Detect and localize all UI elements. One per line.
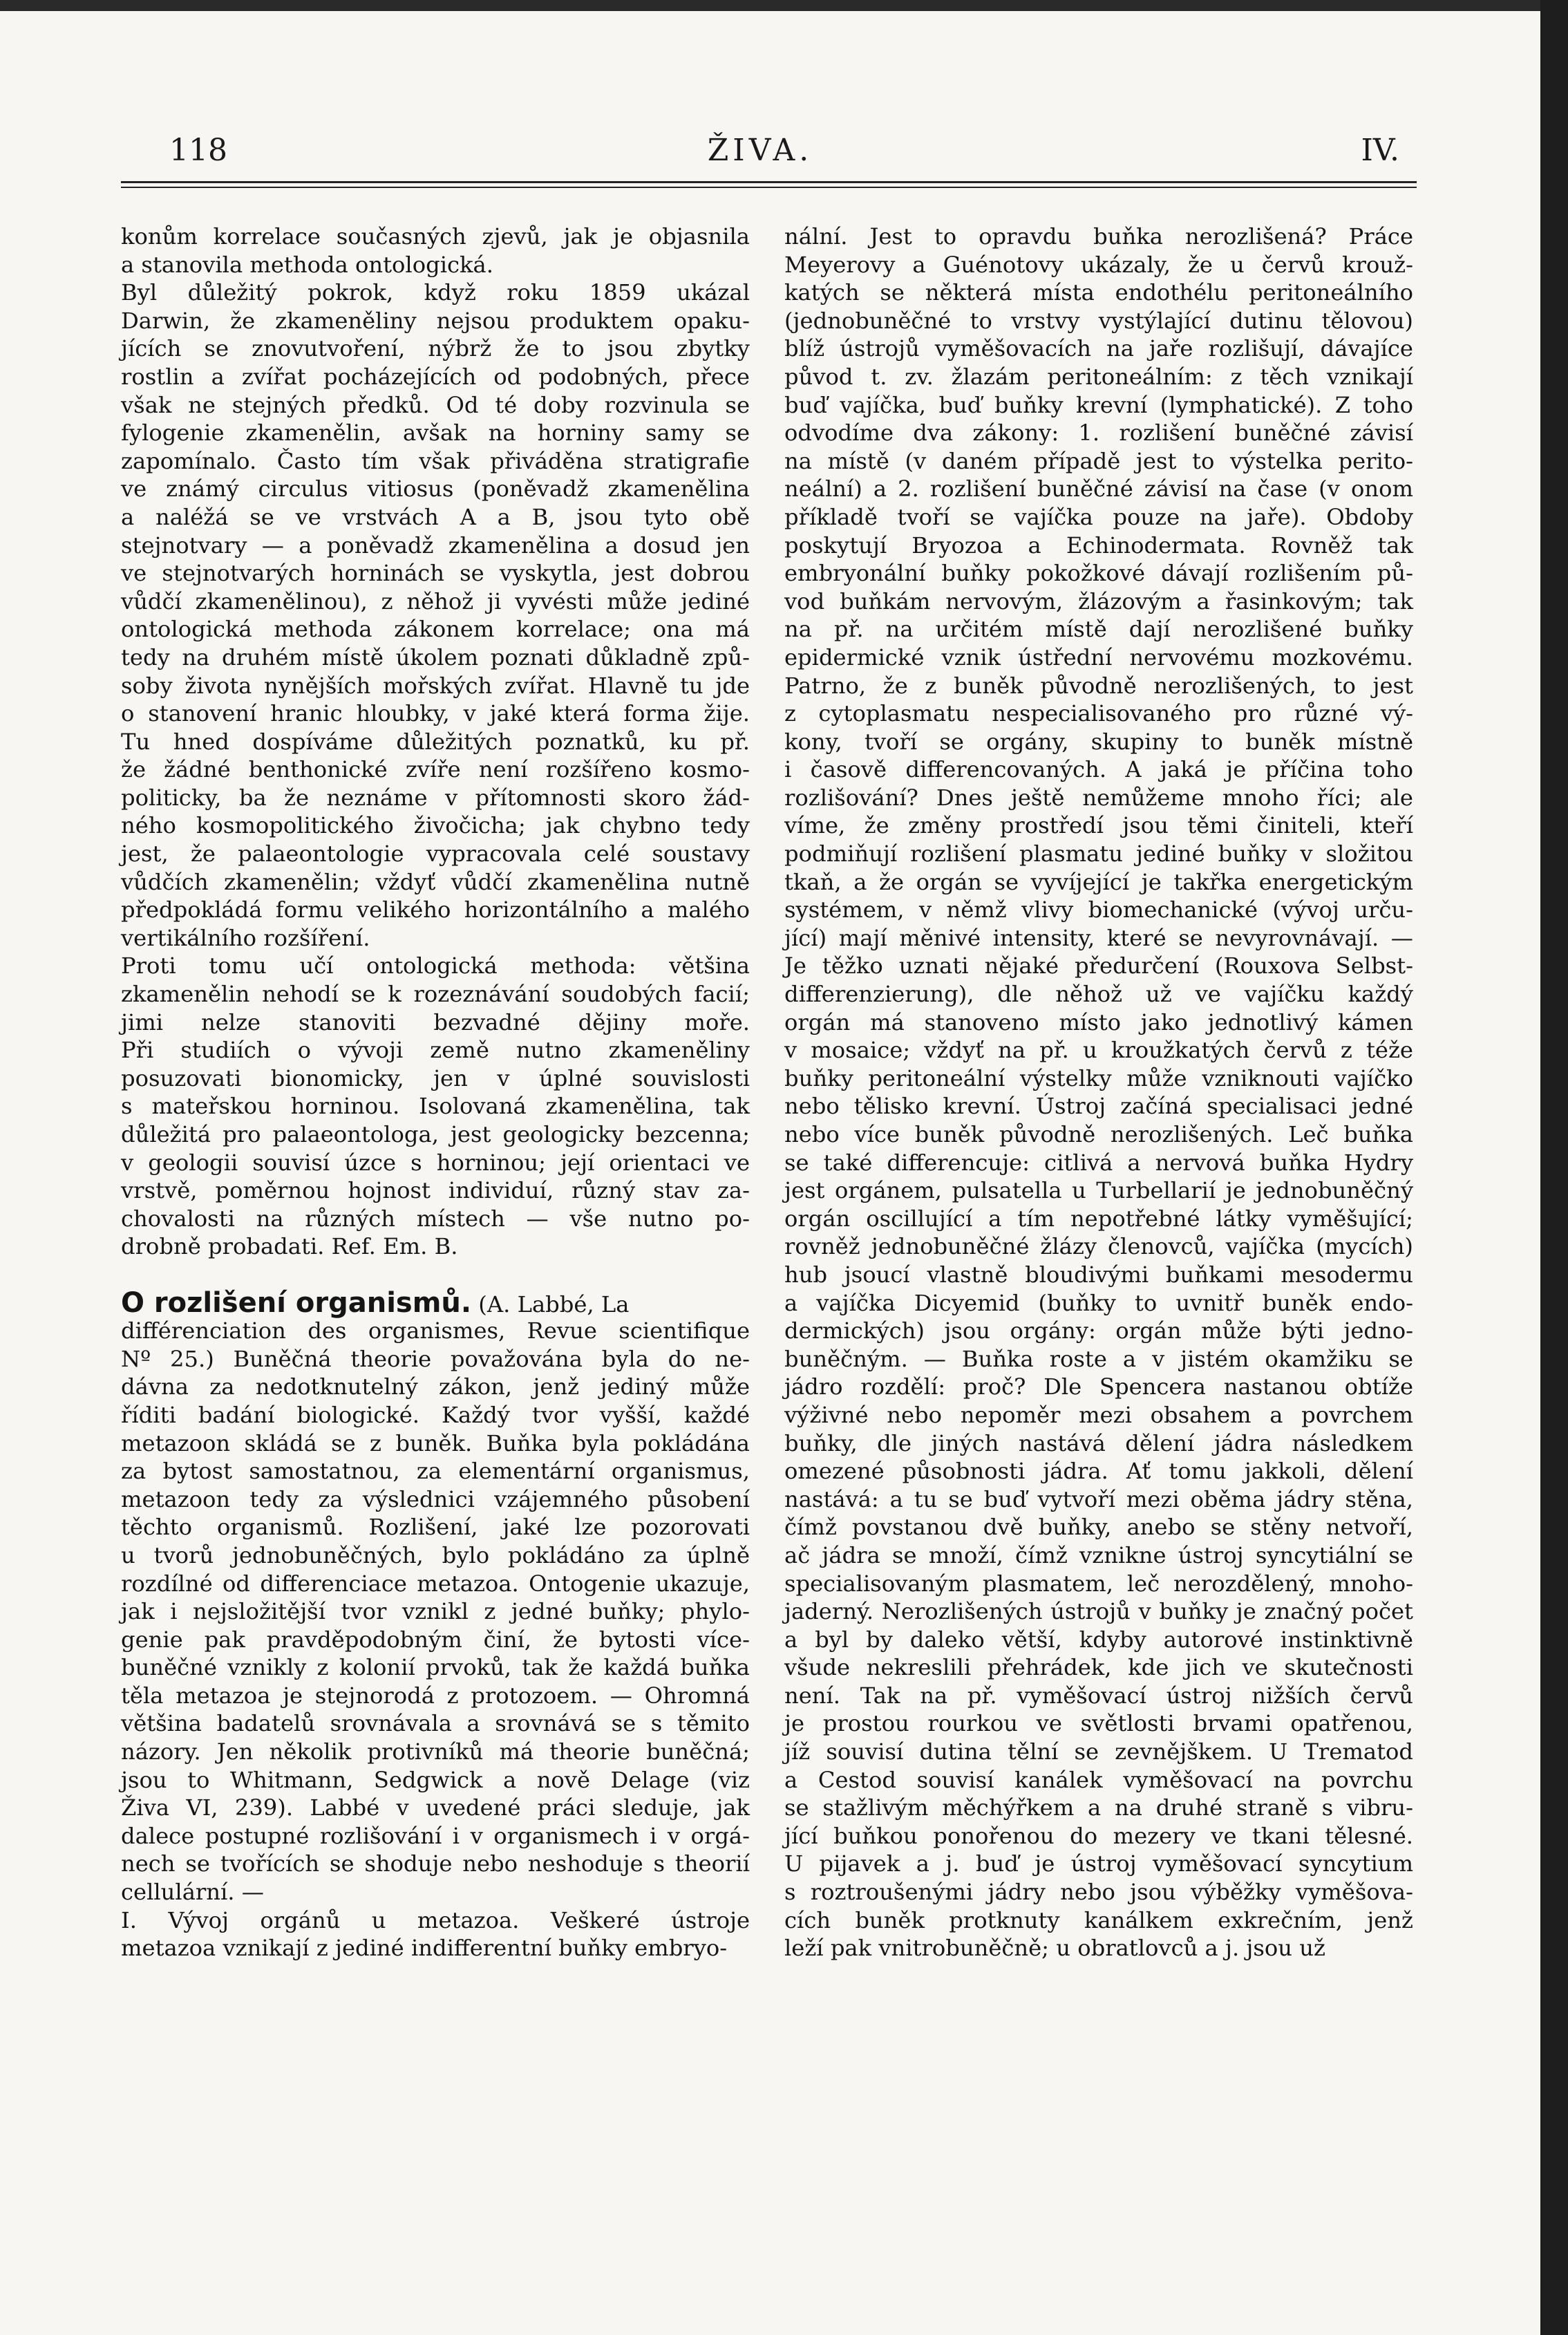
text-line: těchto organismů. Rozlišení, jaké lze pozorovati	[121, 1514, 750, 1541]
text-line: a stanovila methoda ontologická.	[121, 251, 493, 278]
text-line: o stanovení hranic hloubky, v jaké která forma žije.	[121, 700, 750, 727]
text-line: podmiňují rozlišení plasmatu jediné buňky v složitou	[784, 841, 1413, 868]
text-line: fylogenie zkamenělin, avšak na horniny samy se	[121, 420, 750, 447]
scan-edge-right	[1540, 0, 1568, 2335]
text-line: u tvorů jednobuněčných, bylo pokládáno za úplně	[121, 1541, 750, 1568]
text-line: embryonální buňky pokožkové dávají rozlišením pů-	[784, 560, 1413, 587]
text-line: jádro rozdělí: proč? Dle Spencera nastanou obtíže	[784, 1373, 1413, 1400]
text-line: a naléžá se ve vrstvách A a B, jsou tyto obě	[121, 503, 750, 530]
text-line: buňky, dle jiných nastává dělení jádra následkem	[784, 1429, 1413, 1456]
text-line: i časově differencovaných. A jaká je příčina toho	[784, 756, 1413, 783]
text-line: tedy na druhém místě úkolem poznati důkladně způ-	[121, 644, 750, 671]
text-line: na př. na určitém místě dají nerozlišené buňky	[784, 616, 1413, 643]
text-line: říditi badání biologické. Každý tvor vyšší, každé	[121, 1401, 750, 1428]
text-line: hub jsoucí vlastně bloudivými buňkami mesodermu	[784, 1261, 1413, 1288]
text-line: zkamenělin nehodí se k rozeznávání soudobých facií;	[121, 981, 750, 1008]
text-line: jících se znovutvoření, nýbrž že to jsou zbytky	[121, 335, 750, 362]
text-line: blíž ústrojů vyměšovacích na jaře rozlišují, dávajíce	[784, 335, 1413, 362]
header-rule	[121, 181, 1417, 183]
text-line: Živa VI, 239). Labbé v uvedené práci sleduje, jak	[121, 1794, 750, 1821]
text-line: se také differencuje: citlivá a nervová buňka Hydry	[784, 1149, 1413, 1176]
text-line: všude nekreslili přehrádek, kde jich ve skutečnosti	[784, 1654, 1413, 1681]
text-line: metazoon skládá se z buněk. Buňka byla pokládána	[121, 1429, 750, 1456]
right-column	[784, 223, 1413, 1962]
text-line: neální) a 2. rozlišení buněčné závisí na čase (v onom	[784, 476, 1413, 503]
text-line: systémem, v němž vlivy biomechanické (vývoj urču-	[784, 897, 1413, 923]
text-line: rostlin a zvířat pocházejících od podobných, přece	[121, 363, 750, 390]
text-line: původ t. zv. žlazám peritoneálním: z těch vznikají	[784, 363, 1413, 390]
text-line: buňky peritoneální výstelky může vzniknouti vajíčko	[784, 1065, 1413, 1091]
text-line: Proti tomu učí ontologická methoda: většina	[121, 953, 750, 979]
text-line: ve známý circulus vitiosus (poněvadž zkamenělina	[121, 476, 750, 503]
left-column	[121, 223, 750, 1962]
text-line: soby života nynějších mořských zvířat. Hlavně tu jde	[121, 672, 750, 699]
text-line: dalece postupné rozlišování i v organismech i v orgá-	[121, 1822, 750, 1849]
text-line: metazoa vznikají z jediné indifferentní buňky embryo-	[121, 1935, 728, 1962]
text-line: nální. Jest to opravdu buňka nerozlišená? Práce	[784, 223, 1413, 250]
text-line: Patrno, že z buněk původně nerozlišených, to jest	[784, 672, 1413, 699]
text-line: konům korrelace současných zjevů, jak je objasnila	[121, 223, 750, 250]
text-line: buněčným. — Buňka roste a v jistém okamžiku se	[784, 1345, 1413, 1372]
text-line: ného kosmopolitického živočicha; jak chybno tedy	[121, 812, 750, 839]
text-line: ve stejnotvarých horninách se vyskytla, jest dobrou	[121, 560, 750, 587]
text-line: ontologická methoda zákonem korrelace; ona má	[121, 616, 750, 643]
page-number: 118	[169, 133, 227, 168]
text-line: genie pak pravděpodobným činí, že bytosti více-	[121, 1626, 750, 1653]
text-line: Meyerovy a Guénotovy ukázaly, že u červů krouž-	[784, 251, 1413, 278]
text-line: différenciation des organismes, Revue scientifique	[121, 1317, 750, 1344]
text-line: Tu hned dospíváme důležitých poznatků, ku př.	[121, 728, 750, 755]
text-line: s mateřskou horninou. Isolovaná zkamenělina, tak	[121, 1093, 750, 1120]
text-line: nebo tělisko krevní. Ústroj začíná specialisaci jedné	[784, 1093, 1413, 1120]
text-line: drobně probadati. Ref. Em. B.	[121, 1233, 458, 1260]
text-line: odvodíme dva zákony: 1. rozlišení buněčné závisí	[784, 420, 1413, 447]
text-line: Při studiích o vývoji země nutno zkameněliny	[121, 1037, 750, 1064]
header-rule-thin	[121, 187, 1417, 188]
text-line: stejnotvary — a poněvadž zkamenělina a dosud jen	[121, 532, 750, 559]
page-header	[121, 133, 1399, 174]
text-line: Je těžko uznati nějaké předurčení (Rouxova Selbst-	[784, 953, 1413, 979]
text-line: v mosaice; vždyť na př. u kroužkatých červů z téže	[784, 1037, 1413, 1064]
text-line: jimi nelze stanoviti bezvadné dějiny moře.	[121, 1009, 750, 1035]
text-line: metazoon tedy za výslednici vzájemného působení	[121, 1485, 750, 1512]
text-line: buď vajíčka, buď buňky krevní (lymphatické). Z toho	[784, 391, 1413, 418]
volume-number: IV.	[1361, 133, 1399, 168]
text-line: cellulární. —	[121, 1879, 264, 1906]
text-line: důležitá pro palaeontologa, jest geologicky bezcenna;	[121, 1121, 750, 1147]
journal-title: ŽIVA.	[707, 133, 813, 168]
text-line: rovněž jednobuněčné žlázy členovců, vajíčka (mycích)	[784, 1233, 1413, 1260]
text-line: nastává: a tu se buď vytvoří mezi oběma jádry stěna,	[784, 1485, 1413, 1512]
text-line: omezené působnosti jádra. Ať tomu jakkoli, dělení	[784, 1458, 1413, 1485]
text-line: víme, že změny prostředí jsou těmi činiteli, kteří	[784, 812, 1413, 839]
text-line: leží pak vnitrobuněčně; u obratlovců a j. jsou už	[784, 1935, 1325, 1962]
text-line: však ne stejných předků. Od té doby rozvinula se	[121, 391, 750, 418]
text-line: rozlišování? Dnes ještě nemůžeme mnoho říci; ale	[784, 784, 1413, 811]
text-line: těla metazoa je stejnorodá z protozoem. — Ohromná	[121, 1682, 750, 1709]
text-line: Byl důležitý pokrok, když roku 1859 ukázal	[121, 279, 750, 306]
text-line: vertikálního rozšíření.	[121, 924, 370, 951]
text-line: ač jádra se množí, čímž vznikne ústroj syncytiální se	[784, 1541, 1413, 1568]
text-line: O rozlišení organismů. (A. Labbé, La	[121, 1286, 630, 1319]
text-line: buněčné vznikly z kolonií prvoků, tak že každá buňka	[121, 1654, 750, 1681]
text-line: výživné nebo nepoměr mezi obsahem a povrchem	[784, 1401, 1413, 1428]
text-line: je prostou rourkou ve světlosti brvami opatřenou,	[784, 1710, 1413, 1737]
text-line: jaderný. Nerozlišených ústrojů v buňky je značný počet	[784, 1598, 1413, 1625]
text-line: orgán oscillující a tím nepotřebné látky vyměšující;	[784, 1205, 1413, 1232]
text-line: katých se některá místa endothélu peritoneálního	[784, 279, 1413, 306]
text-line: I. Vývoj orgánů u metazoa. Veškeré ústroje	[121, 1906, 750, 1933]
text-line: vůdčí zkamenělinou), z něhož ji vyvésti může jediné	[121, 588, 750, 615]
text-line: (jednobuněčné to vrstvy vystýlající dutinu tělovou)	[784, 307, 1413, 334]
text-line: nech se tvořících se shoduje nebo neshoduje s theorií	[121, 1850, 750, 1877]
text-line: v geologii souvisí úzce s horninou; její orientaci ve	[121, 1149, 750, 1176]
scan-edge-top	[0, 0, 1568, 11]
text-line: jest, že palaeontologie vypracovala celé soustavy	[121, 841, 750, 868]
text-line: předpokládá formu velikého horizontálního a malého	[121, 897, 750, 923]
text-line: differenzierung), dle něhož už ve vajíčku každý	[784, 981, 1413, 1008]
text-line: chovalosti na různých místech — vše nutno po-	[121, 1205, 750, 1232]
text-line: a Cestod souvisí kanálek vyměšovací na povrchu	[784, 1766, 1413, 1793]
text-line: zapomínalo. Často tím však přiváděna stratigrafie	[121, 447, 750, 474]
text-line: se stažlivým měchýřkem a na druhé straně s vibru-	[784, 1794, 1413, 1821]
text-line: nebo více buněk původně nerozlišených. Leč buňka	[784, 1121, 1413, 1147]
text-line: tkaň, a že orgán se vyvíjející je takřka energetickým	[784, 868, 1413, 895]
text-line: poskytují Bryozoa a Echinodermata. Rovněž tak	[784, 532, 1413, 559]
text-line: politicky, ba že neznáme v přítomnosti skoro žád-	[121, 784, 750, 811]
text-line: čímž povstanou dvě buňky, anebo se stěny netvoří,	[784, 1514, 1413, 1541]
section-title: O rozlišení organismů.	[121, 1286, 472, 1319]
text-line: a byl by daleko větší, kdyby autorové instinktivně	[784, 1626, 1413, 1653]
text-line: Darwin, že zkameněliny nejsou produktem opaku-	[121, 307, 750, 334]
text-line: z cytoplasmatu nespecialisovaného pro různé vý-	[784, 700, 1413, 727]
text-line: na místě (v daném případě jest to výstelka perito-	[784, 447, 1413, 474]
text-line: orgán má stanoveno místo jako jednotlivý kámen	[784, 1009, 1413, 1035]
text-line: posuzovati bionomicky, jen v úplné souvislosti	[121, 1065, 750, 1091]
text-line: epidermické vznik ústřední nervovému mozkovému.	[784, 644, 1413, 671]
text-line: specialisovaným plasmatem, leč nerozdělený, mnoho-	[784, 1570, 1413, 1597]
text-line: že žádné benthonické zvíře není rozšířeno kosmo-	[121, 756, 750, 783]
text-line: vod buňkám nervovým, žlázovým a řasinkovým; tak	[784, 588, 1413, 615]
text-line: za bytost samostatnou, za elementární organismus,	[121, 1458, 750, 1485]
text-line: většina badatelů srovnávala a srovnává se s těmito	[121, 1710, 750, 1737]
text-line: s roztroušenými jádry nebo jsou výběžky vyměšova-	[784, 1879, 1413, 1906]
text-line: jest orgánem, pulsatella u Turbellarií je jednobuněčný	[784, 1177, 1413, 1204]
text-line: názory. Jen několik protivníků má theorie buněčná;	[121, 1738, 750, 1765]
text-line: vůdčích zkamenělin; vždyť vůdčí zkamenělina nutně	[121, 868, 750, 895]
text-line: dávna za nedotknutelný zákon, jenž jediný může	[121, 1373, 750, 1400]
text-line: rozdílné od differenciace metazoa. Ontogenie ukazuje,	[121, 1570, 750, 1597]
text-line	[121, 1261, 750, 1289]
text-line: a vajíčka Dicyemid (buňky to uvnitř buněk endo-	[784, 1289, 1413, 1316]
text-line: jsou to Whitmann, Sedgwick a nově Delage (viz	[121, 1766, 750, 1793]
text-line: cích buněk protknuty kanálkem exkrečním, jenž	[784, 1906, 1413, 1933]
text-line: není. Tak na př. vyměšovací ústroj nižších červů	[784, 1682, 1413, 1709]
text-line: příkladě tvoří se vajíčka pouze na jaře). Obdoby	[784, 503, 1413, 530]
text-line: jíž souvisí dutina tělní se zevnějškem. U Trematod	[784, 1738, 1413, 1765]
text-line: jak i nejsložitější tvor vznikl z jedné buňky; phylo-	[121, 1598, 750, 1625]
text-line: kony, tvoří se orgány, skupiny to buněk místně	[784, 728, 1413, 755]
text-line: jící) mají měnivé intensity, které se nevyrovnávají. —	[784, 924, 1413, 951]
text-line: U pijavek a j. buď je ústroj vyměšovací syncytium	[784, 1850, 1413, 1877]
text-line: vrstvě, poměrnou hojnost individuí, různý stav za-	[121, 1177, 750, 1204]
text-line: Nº 25.) Buněčná theorie považována byla do ne-	[121, 1345, 750, 1372]
text-line: jící buňkou ponořenou do mezery ve tkani tělesné.	[784, 1822, 1413, 1849]
text-line: dermických) jsou orgány: orgán může býti jedno-	[784, 1317, 1413, 1344]
